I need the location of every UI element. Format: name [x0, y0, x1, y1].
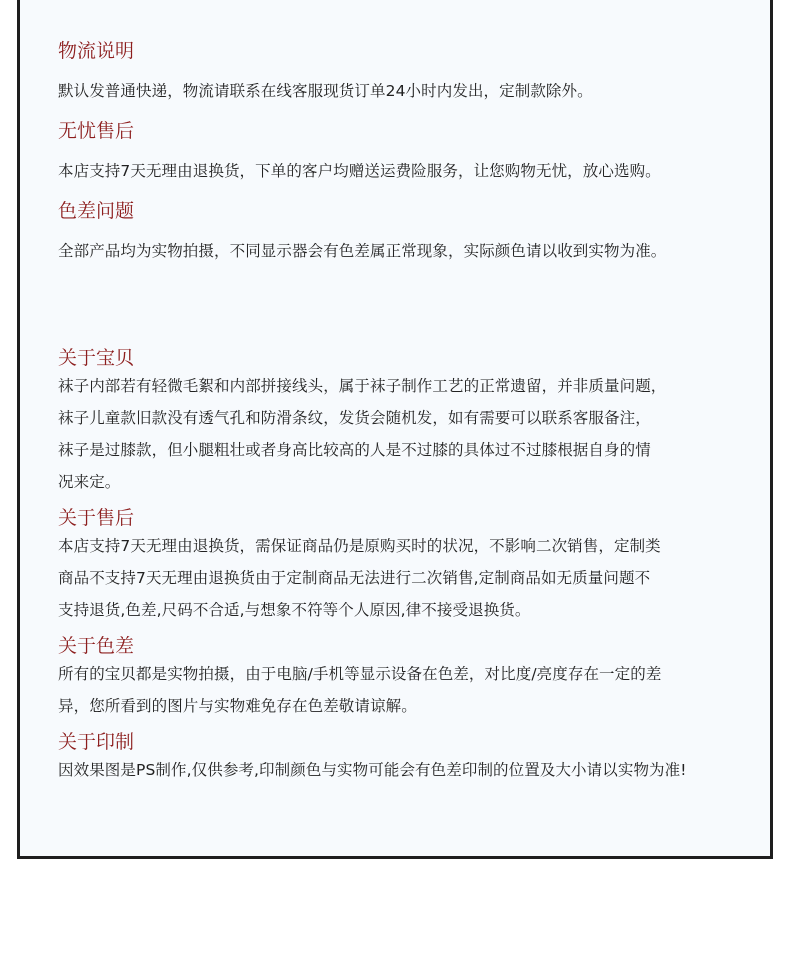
section-title: 关于宝贝: [58, 347, 135, 369]
section-text-line: 本店支持7天无理由退换货，需保证商品仍是原购买时的状况，不影响二次销售，定制类: [58, 537, 661, 555]
section-title: 色差问题: [58, 200, 135, 222]
section-about-product: [58, 346, 666, 498]
section-about-printing: [58, 730, 687, 786]
section-title: 关于售后: [58, 507, 135, 529]
section-title: 无忧售后: [58, 120, 135, 142]
section-title: 关于印制: [58, 731, 135, 753]
section-title: 关于色差: [58, 635, 135, 657]
section-text-line: 袜子儿童款旧款没有透气孔和防滑条纹，发货会随机发，如有需要可以联系客服备注，: [58, 409, 651, 427]
section-shipping: [58, 39, 593, 101]
section-text-line: 因效果图是PS制作,仅供参考,印制颜色与实物可能会有色差印制的位置及大小请以实物为准!: [58, 761, 687, 779]
section-text-line: 支持退货,色差,尺码不合适,与想象不符等个人原因,律不接受退换货。: [58, 601, 531, 619]
section-text: 全部产品均为实物拍摄，不同显示器会有色差属正常现象，实际颜色请以收到实物为准。: [58, 242, 667, 260]
section-text-line: 异，您所看到的图片与实物难免存在色差敬请谅解。: [58, 697, 417, 715]
section-color-issue: [58, 199, 666, 261]
section-text-line: 商品不支持7天无理由退换货由于定制商品无法进行二次销售,定制商品如无质量问题不: [58, 569, 651, 587]
section-worry-free: [58, 119, 661, 181]
section-about-color: [58, 634, 661, 722]
section-text-line: 况来定。: [58, 473, 121, 491]
section-title: 物流说明: [58, 40, 135, 62]
section-about-after-sales: [58, 506, 661, 626]
info-panel: [17, 0, 773, 859]
section-text-line: 袜子是过膝款，但小腿粗壮或者身高比较高的人是不过膝的具体过不过膝根据自身的情: [58, 441, 651, 459]
section-text: 本店支持7天无理由退换货，下单的客户均赠送运费险服务，让您购物无忧，放心选购。: [58, 162, 661, 180]
section-text-line: 袜子内部若有轻微毛絮和内部拼接线头，属于袜子制作工艺的正常遗留，并非质量问题，: [58, 377, 667, 395]
section-text: 默认发普通快递，物流请联系在线客服现货订单24小时内发出，定制款除外。: [58, 82, 593, 100]
section-text-line: 所有的宝贝都是实物拍摄，由于电脑/手机等显示设备在色差，对比度/亮度存在一定的差: [58, 665, 662, 683]
